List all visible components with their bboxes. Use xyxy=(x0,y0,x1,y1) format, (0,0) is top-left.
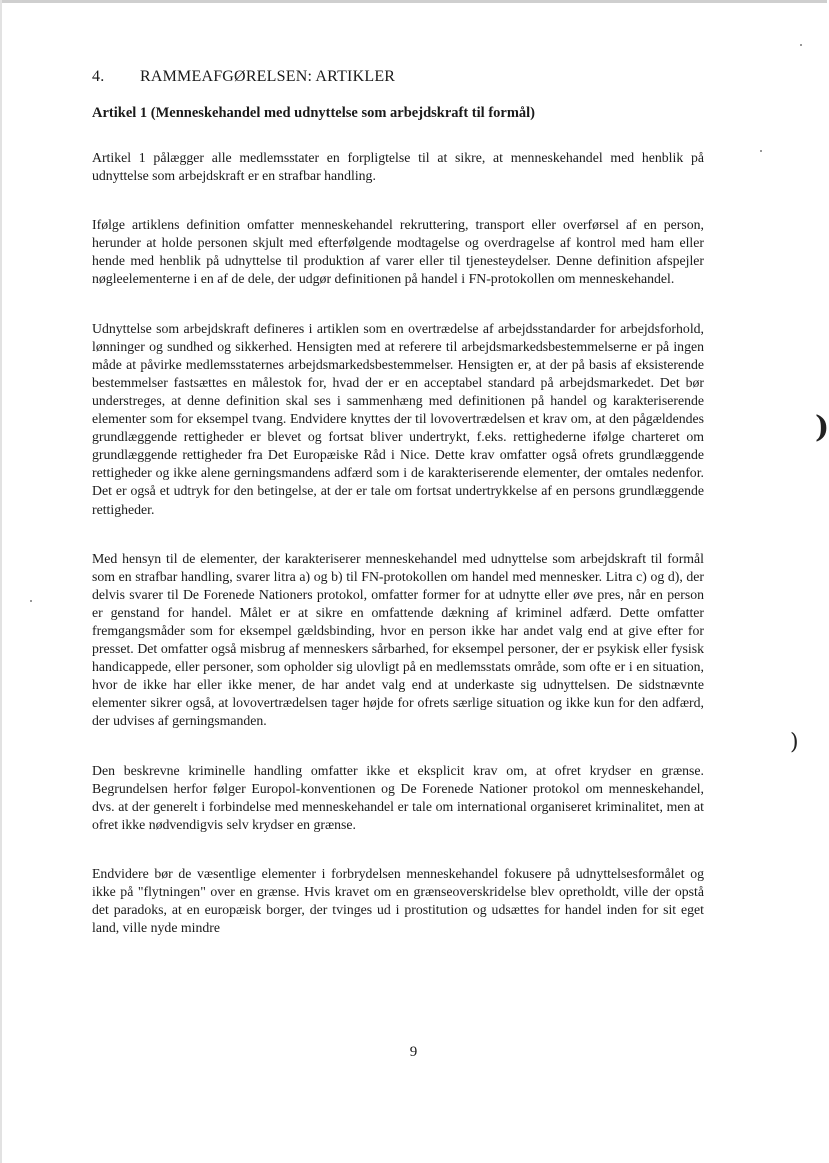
document-page xyxy=(92,66,704,968)
scan-speck xyxy=(800,44,802,46)
scan-punch-mark-top: ) xyxy=(815,410,829,445)
scan-speck xyxy=(30,600,32,602)
left-border xyxy=(0,0,2,1163)
paragraph-3: Udnyttelse som arbejdskraft defineres i artiklen som en overtrædelse af arbejdsstandarder for arbejdsforhold, lønninger og sundhed og sikkerhed. Hensigten med at referere til arbejdsmarkedsbestemmelserne er på ingen måde at påvirke medlemsstaternes arbejdsmarkedsbestemmelser. Hensigten er, at der på basis af eksisterende bestemmelser fastsættes en målestok for, hvad der er en acceptabel standard på arbejdsmarkedet. Det bør understreges, at denne definition skal ses i sammenhæng med definitionen på handel og karakteriserende elementer som for eksempel tvang. Endvidere knyttes der til lovovertrædelsen et krav om, at den pågældendes grundlæggende rettigheder er blevet og fortsat bliver undertrykt, f.eks. rettighederne ifølge charteret om grundlæggende rettigheder fra Det Europæiske Råd i Nice. Dette krav omfatter også ofrets grundlæggende rettigheder og ikke alene gerningsmandens adfærd som i de karakteriserende elementer, der omtales nedenfor. Det er også et udtryk for den betingelse, at der er tale om fortsat undertrykkelse af en persons grundlæggende rettigheder. xyxy=(92,320,704,517)
section-heading xyxy=(92,66,704,88)
paragraph-4: Med hensyn til de elementer, der karakteriserer menneskehandel med udnyttelse som arbejdskraft til formål som en strafbar handling, svarer litra a) og b) til FN-protokollen om handel med mennesker. Litra c) og d), der delvis svarer til De Forenede Nationers protokol, omfatter former for at udnytte eller øve pres, når en person er genstand for handel. Målet er at sikre en omfattende dækning af kriminel adfærd. Dette omfatter fremgangsmåder som for eksempel gældsbinding, hvor en person ikke har andet valg end at give efter for presset. Det omfatter også misbrug af menneskers sårbarhed, for eksempel personer, der er psykisk eller fysisk handicappede, eller personer, som opholder sig ulovligt på en medlemsstats område, som ofte er i en situation, hvor de ikke har eller ikke mener, de har andet valg end at underkaste sig udnyttelsen. De sidstnævnte elementer sikrer også, at lovovertrædelsen tager højde for ofrets særlige situation og ikke kun for den adfærd, der udvises af gerningsmanden. xyxy=(92,550,704,729)
paragraph-1: Artikel 1 pålægger alle medlemsstater en forpligtelse til at sikre, at menneskehandel med henblik på udnyttelse som arbejdskraft er en strafbar handling. xyxy=(92,150,704,184)
article-title: Artikel 1 (Menneskehandel med udnyttelse som arbejdskraft til formål) xyxy=(92,105,536,121)
top-border xyxy=(0,0,827,3)
scan-speck xyxy=(760,150,762,152)
page-number: 9 xyxy=(409,1044,418,1060)
paragraph-6: Endvidere bør de væsentlige elementer i forbrydelsen menneskehandel fokusere på udnyttelsesformålet og ikke på "flytningen" over en grænse. Hvis kravet om en grænseoverskridelse blev opretholdt, ville der opstå det paradoks, at en europæisk borger, der tvinges ud i prostitution og udsættes for handel inden for sit eget land, ville nyde mindre xyxy=(92,865,704,936)
paragraph-2: Ifølge artiklens definition omfatter menneskehandel rekruttering, transport eller overførsel af en person, herunder at holde personen skjult med efterfølgende modtagelse og overdragelse af kontrol med ham eller hende med henblik på udnyttelse til produktion af varer eller til tjenesteydelser. Denne definition afspejler nøgleelementerne i en af de dele, der udgør definitionen på handel i FN-protokollen om menneskehandel. xyxy=(92,217,704,287)
paragraph-5: Den beskrevne kriminelle handling omfatter ikke et eksplicit krav om, at ofret krydser en grænse. Begrundelsen herfor følger Europol-konventionen og De Forenede Nationer protokol om menneskehandel, dvs. at der generelt i forbindelse med menneskehandel er tale om international organiseret kriminalitet, men at ofret ikke nødvendigvis selv krydser en grænse. xyxy=(92,762,704,832)
scan-punch-mark-bottom: ) xyxy=(790,730,799,755)
section-title: RAMMEAFGØRELSEN: ARTIKLER xyxy=(140,68,396,85)
section-number: 4. xyxy=(92,68,105,85)
